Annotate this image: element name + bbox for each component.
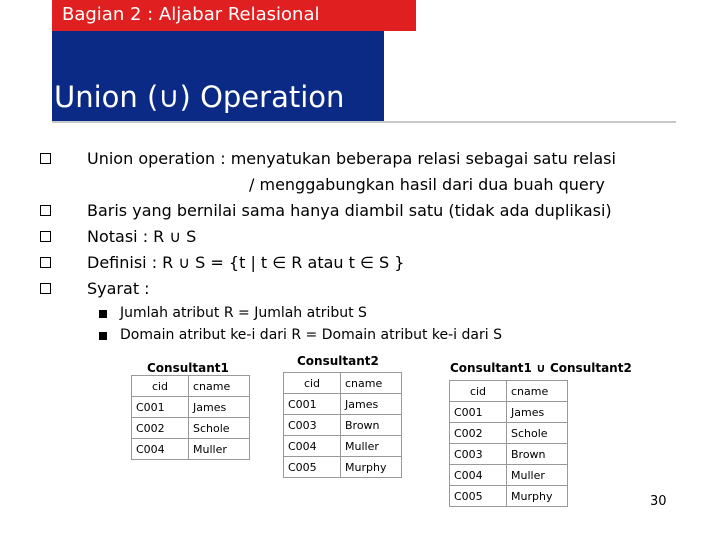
table-cell: C001 [450, 402, 507, 423]
table-title-consultant2: Consultant2 [297, 354, 379, 368]
bullet-box-icon [40, 229, 51, 245]
table-header-cell: cname [507, 381, 568, 402]
table-cell: C003 [450, 444, 507, 465]
table-cell: C004 [132, 439, 189, 460]
table-cell: Muller [507, 465, 568, 486]
table-row [284, 394, 402, 415]
bullet-text: Notasi : R ∪ S [87, 227, 197, 246]
table-consultant1 [131, 375, 250, 460]
section-title: Bagian 2 : Aljabar Relasional [62, 4, 320, 25]
table-cell: Brown [507, 444, 568, 465]
title-divider [52, 121, 676, 123]
table-cell: C003 [284, 415, 341, 436]
table-row [450, 486, 568, 507]
table-row [284, 436, 402, 457]
table-title-union: Consultant1 ∪ Consultant2 [450, 361, 632, 375]
sub-bullet-square-icon [99, 332, 107, 340]
table-cell: C005 [450, 486, 507, 507]
table-cell: C004 [450, 465, 507, 486]
table-header-cell: cname [341, 373, 402, 394]
table-cell: Murphy [341, 457, 402, 478]
table-row [132, 397, 250, 418]
slide-title: Union (∪) Operation [54, 80, 345, 114]
table-row [450, 444, 568, 465]
table-row [450, 402, 568, 423]
table-title-consultant1: Consultant1 [147, 361, 229, 375]
bullet-box-icon [40, 281, 51, 297]
table-cell: Brown [341, 415, 402, 436]
table-cell: James [507, 402, 568, 423]
bullet-text: Baris yang bernilai sama hanya diambil satu (tidak ada duplikasi) [87, 201, 612, 220]
table-header-cell: cid [132, 376, 189, 397]
table-row [132, 418, 250, 439]
table-cell: James [341, 394, 402, 415]
table-cell: Murphy [507, 486, 568, 507]
bullet-box-icon [40, 255, 51, 271]
bullet-text: Definisi : R ∪ S = {t | t ∈ R atau t ∈ S } [87, 253, 405, 272]
table-row [450, 423, 568, 444]
table-cell: James [189, 397, 250, 418]
table-cell: C001 [284, 394, 341, 415]
table-consultant2 [283, 372, 402, 478]
table-cell: C002 [450, 423, 507, 444]
table-cell: C002 [132, 418, 189, 439]
table-cell: Muller [189, 439, 250, 460]
sub-bullet-text: Domain atribut ke-i dari R = Domain atribut ke-i dari S [120, 327, 502, 343]
sub-bullet-square-icon [99, 310, 107, 318]
table-cell: Schole [189, 418, 250, 439]
section-header-bar [52, 0, 416, 31]
bullet-text-continuation: / menggabungkan hasil dari dua buah query [249, 175, 605, 194]
table-union-result [449, 380, 568, 507]
bullet-box-icon [40, 151, 51, 167]
table-cell: Muller [341, 436, 402, 457]
bullet-box-icon [40, 203, 51, 219]
table-row [132, 439, 250, 460]
table-header-row [450, 381, 568, 402]
table-header-cell: cname [189, 376, 250, 397]
table-row [450, 465, 568, 486]
table-header-row [132, 376, 250, 397]
table-header-cell: cid [450, 381, 507, 402]
table-header-row [284, 373, 402, 394]
table-cell: Schole [507, 423, 568, 444]
table-cell: C004 [284, 436, 341, 457]
table-row [284, 415, 402, 436]
table-row [284, 457, 402, 478]
table-header-cell: cid [284, 373, 341, 394]
table-cell: C001 [132, 397, 189, 418]
page-number: 30 [650, 494, 667, 509]
bullet-text: Syarat : [87, 279, 150, 298]
table-cell: C005 [284, 457, 341, 478]
bullet-text: Union operation : menyatukan beberapa relasi sebagai satu relasi [87, 149, 616, 168]
title-bar [52, 31, 384, 122]
sub-bullet-text: Jumlah atribut R = Jumlah atribut S [120, 305, 367, 321]
